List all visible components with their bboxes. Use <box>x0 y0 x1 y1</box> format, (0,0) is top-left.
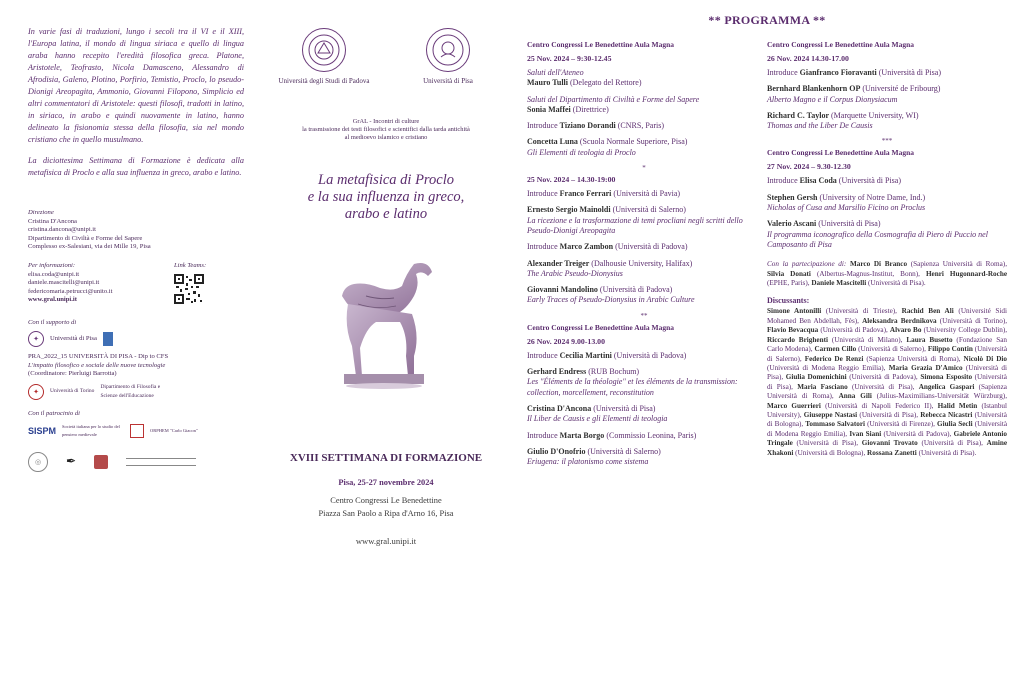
speaker-affiliation: (University of Notre Dame, Ind.) <box>819 192 926 202</box>
speaker-name: Stephen Gersh <box>767 192 818 202</box>
introduce-label: Introduce <box>527 189 558 199</box>
info-email[interactable]: elisa.coda@unipi.it <box>28 270 80 278</box>
info-block <box>28 262 112 309</box>
program-entry <box>527 137 761 158</box>
program-entry <box>527 367 761 398</box>
direzione-line: Dipartimento di Civiltà e Forme del Sapere <box>28 234 143 242</box>
talk-title: Alberto Magno e il Corpus Dionysiacum <box>767 94 898 104</box>
speaker-affiliation: (RUB Bochum) <box>588 367 640 377</box>
program-entry <box>527 447 761 468</box>
speaker-name: Marco Zambon <box>559 242 614 252</box>
person-affiliation: (Università di Salerno), <box>767 345 1008 363</box>
program-entry <box>527 404 761 425</box>
program-entry <box>527 121 761 131</box>
person-affiliation: (Università di Torino), <box>939 316 1008 325</box>
unipi-seal-icon: ✦ <box>28 331 44 347</box>
person-affiliation: (Sapienza Università di Roma), <box>866 354 961 363</box>
person-name: Filippo Contin <box>927 345 973 354</box>
gral-line: al medioevo islamico e cristiano <box>344 134 428 141</box>
person-name: Simona Esposito <box>920 373 973 382</box>
title-line: La metafisica di Proclo <box>318 172 454 188</box>
person-name: Silvia Donati <box>767 269 811 278</box>
person-name: Gabriele Antonio Tringale <box>767 429 1007 448</box>
program-entry <box>527 242 761 252</box>
person-affiliation: (Université Sidi Mohamed Ben Abdellah, Fès), <box>767 307 1008 325</box>
person-affiliation: (Sapienza Università di Roma), <box>767 382 1007 401</box>
logo-dip: Dipartimento di Filosofia e Scienze dell'Educazione <box>100 383 161 399</box>
teams-block <box>174 262 244 309</box>
venue-line: Piazza San Paolo a Ripa d'Arno 16, Pisa <box>318 509 454 518</box>
talk-title: Il programma iconografico della Cosmografia di Piero di Puccio nel Camposanto di Pisa <box>767 229 988 249</box>
speaker-name: Cristina D'Ancona <box>527 403 592 413</box>
person-affiliation: (Università di Salerno), <box>858 345 926 354</box>
person-name: Marco Guerrieri <box>767 401 821 410</box>
person-name: Aleksandra Berdnikova <box>862 316 937 325</box>
prin-title: L'impatto filosofico e sociale delle nuove tecnologie <box>28 361 166 369</box>
person-name: Rachid Ben Ali <box>901 307 954 316</box>
person-affiliation: (Università di Bologna), <box>767 410 1007 429</box>
speaker-affiliation: (Direttrice) <box>572 104 609 114</box>
speaker-affiliation: (Università di Pisa) <box>838 176 901 186</box>
speaker-affiliation: (Università di Padova) <box>613 350 687 360</box>
speaker-name: Ernesto Sergio Mainoldi <box>527 205 611 215</box>
session-date: 26 Nov. 2024 14.30-17.00 <box>767 54 849 63</box>
person-affiliation: (Università di Padova), <box>820 326 888 335</box>
logo-pisa-label: Università di Pisa <box>50 334 97 342</box>
patrocinio-logos <box>28 423 244 440</box>
person-affiliation: (Università di Bologna), <box>795 448 866 457</box>
program-entry <box>527 431 761 441</box>
venue-heading: Centro Congressi Le Benedettine Aula Magna <box>527 322 675 332</box>
speaker-name: Richard C. Taylor <box>767 110 830 120</box>
patrocinio-label: Con il patrocinio di <box>28 410 80 418</box>
speaker-name: Gerhard Endress <box>527 367 587 377</box>
saluti-label: Saluti dell'Ateneo <box>527 68 584 77</box>
talk-title: The Arabic Pseudo-Dionysius <box>527 268 623 278</box>
gral-block <box>262 118 510 142</box>
program-panel <box>510 0 1024 689</box>
orphem-logo-icon <box>130 424 144 438</box>
speaker-name: Tiziano Dorandi <box>559 121 616 131</box>
talk-title: Nicholas of Cusa and Marsilio Ficino on Proclus <box>767 203 926 213</box>
person-name: Daniele Mascitelli <box>811 279 867 288</box>
person-affiliation: (Università di Pisa), <box>767 363 1008 382</box>
talk-title: Thomas and the Liber De Causis <box>767 121 873 131</box>
direzione-label: Direzione <box>28 209 54 216</box>
left-panel <box>0 0 262 689</box>
person-affiliation: (Università di Napoli Federico II), <box>825 401 934 410</box>
speaker-name: Gianfranco Fioravanti <box>799 68 877 77</box>
separator: ** <box>640 311 648 320</box>
program-entry <box>527 351 761 361</box>
speaker-affiliation: (Università di Pisa) <box>593 403 656 413</box>
person-affiliation: (Università di Firenze), <box>867 420 935 429</box>
direzione-email[interactable]: cristina.dancona@unipi.it <box>28 226 96 234</box>
speaker-name: Franco Ferrari <box>559 189 612 199</box>
person-affiliation: (Sapienza Università di Roma), <box>910 260 1007 269</box>
speaker-name: Valerio Ascani <box>767 219 817 229</box>
program-column-b <box>767 40 1007 458</box>
seal-icon: ◎ <box>28 452 48 472</box>
intro-text: In varie fasi di traduzioni, lungo i secoli tra il VI e il XIII, l'Europa latina, il mondo di lingua siriaca e quello di lingua araba hanno recepito l'eredità filosofica greca. Platone, Aristotele, Teofrasto, Nicola Damasceno, Alessandro di Afrodisia, Galeno, Plotino, Porfirio, Temistio, Proclo, lo pseudo-Dionigi Areopagita, Ammonio, Giovanni Filopono, Simplicio ed altri commentatori di Aristotele: questi filosofi, tradotti in latino, in siriaco, in arabo e quindi nuovamente in latino, hanno delineato la fisionomia stessa della filosofia, sia nel mondo cristiano che in quello musulmano. <box>28 27 244 144</box>
speaker-name: Cecilia Martini <box>559 350 612 360</box>
direzione-line: Cristina D'Ancona <box>28 217 77 225</box>
person-affiliation: (Università di Modena Reggio Emilia), <box>767 420 1008 438</box>
person-affiliation: (Università di Trieste), <box>825 307 897 316</box>
speaker-affiliation: (Università di Padova) <box>615 242 688 252</box>
venue-heading: Centro Congressi Le Benedettine Aula Magna <box>527 40 675 49</box>
program-entry <box>767 193 1007 214</box>
person-affiliation: (Università di Milano), <box>831 335 903 344</box>
person-name: Giulia Secli <box>936 420 973 429</box>
speaker-name: Giovanni Mandolino <box>527 285 598 295</box>
torino-logos <box>28 383 244 400</box>
person-name: Alvaro Bo <box>889 326 922 335</box>
talk-title: Gli Elementi di teologia di Proclo <box>527 147 636 157</box>
web-link[interactable]: www.gral.unipi.it <box>355 536 417 546</box>
person-affiliation: (Università di Pisa). <box>868 279 926 288</box>
speaker-name: Concetta Luna <box>527 137 578 147</box>
program-entry <box>527 189 761 199</box>
program-entry <box>527 205 761 236</box>
speaker-affiliation: (Marquette University, WI) <box>831 110 919 120</box>
speaker-name: Alexander Treiger <box>527 258 590 268</box>
person-name: Federico De Renzi <box>804 354 864 363</box>
speaker-affiliation: (Università di Pavia) <box>613 189 681 199</box>
supporto-label: Con il supporto di <box>28 318 77 326</box>
program-entry <box>767 219 1007 250</box>
shield-icon <box>94 455 108 469</box>
person-affiliation: (Istanbul University), <box>767 401 1008 419</box>
griffin-image <box>336 256 440 390</box>
speaker-name: Elisa Coda <box>799 176 837 186</box>
person-name: Nicolò Di Dio <box>963 354 1007 363</box>
person-name: Giuseppe Nastasi <box>803 410 858 419</box>
person-name: Giovanni Trovato <box>861 439 918 448</box>
venue-heading: Centro Congressi Le Benedettine Aula Magna <box>767 40 915 49</box>
padova-logo <box>264 28 384 85</box>
speaker-affiliation: (Università di Pisa) <box>818 219 881 229</box>
speaker-name: Marta Borgo <box>559 430 605 440</box>
arabic-logo-icon <box>126 458 196 466</box>
session-date: 25 Nov. 2024 – 9:30-12.45 <box>527 54 612 63</box>
person-affiliation: (Università di Pisa), <box>859 410 919 419</box>
person-name: Riccardo Brighenti <box>767 335 828 344</box>
program-entry <box>527 285 761 306</box>
pisa-label: Università di Pisa <box>423 77 473 85</box>
info-email[interactable]: daniele.mascitelli@unipi.it <box>28 279 100 287</box>
event-title <box>262 172 510 223</box>
torino-seal-icon: ✦ <box>28 384 44 400</box>
person-name: Henri Hugonnard-Roche <box>925 269 1008 278</box>
person-affiliation: (Albertus-Magnus-Institut, Bonn), <box>816 269 920 278</box>
person-name: Marco Di Branco <box>849 260 908 269</box>
speaker-name: Giulio D'Onofrio <box>527 446 586 456</box>
person-affiliation: (EPHE, Paris), <box>767 279 810 288</box>
qr-code-icon[interactable] <box>174 274 204 304</box>
venue-heading: Centro Congressi Le Benedettine Aula Magna <box>767 148 915 158</box>
introduce-label: Introduce <box>767 176 798 186</box>
speaker-affiliation: (Dalhousie University, Halifax) <box>591 258 693 268</box>
separator: *** <box>881 137 893 146</box>
date-place: Pisa, 25-27 novembre 2024 <box>338 478 434 487</box>
speaker-affiliation: (Università di Salerno) <box>612 205 686 215</box>
pen-icon: ✒ <box>66 454 77 469</box>
person-affiliation: (Università di Modena Reggio Emilia), <box>767 363 886 372</box>
teams-label: Link Teams: <box>174 261 207 269</box>
direzione-line: Complesso ex-Salesiani, via dei Mille 19, Pisa <box>28 243 151 251</box>
person-name: Maria Grazia D'Amico <box>888 363 963 372</box>
person-name: Simone Antonilli <box>767 307 822 316</box>
person-name: Ivan Siani <box>849 429 882 438</box>
gral-line: GrAL - Incontri di culture <box>352 118 420 125</box>
speaker-name: Bernhard Blankenhorn OP <box>767 84 861 94</box>
speaker-affiliation: (Delegato del Rettore) <box>569 78 642 88</box>
person-name: Rossana Zanetti <box>867 448 917 457</box>
discussants-list <box>767 307 1007 458</box>
speaker-name: Mauro Tulli <box>527 78 568 88</box>
introduce-label: Introduce <box>527 350 558 360</box>
saluti-label: Saluti del Dipartimento di Civiltà e Forme del Sapere <box>527 94 700 104</box>
university-logos <box>262 28 510 85</box>
prin-coord: (Coordinatore: Pierluigi Barrotta) <box>28 370 117 378</box>
session-date: 27 Nov. 2024 – 9.30-12.30 <box>767 162 851 172</box>
pisa-logo <box>388 28 508 85</box>
talk-title: Il Liber de Causis e gli Elementi di teologia <box>527 414 668 424</box>
partecipazione-label: Con la partecipazione di: <box>767 260 847 269</box>
info-email[interactable]: federicomaria.petrucci@unito.it <box>28 287 113 295</box>
person-name: Angelica Gaspari <box>918 382 975 391</box>
speaker-affiliation: (Università di Padova) <box>599 285 673 295</box>
padova-label: Università degli Studi di Padova <box>278 77 370 85</box>
title-line: e la sua influenza in greco, <box>307 189 465 205</box>
person-affiliation: (Università di Padova), <box>883 429 952 438</box>
padova-seal-icon <box>302 28 346 72</box>
flag-icon <box>103 332 113 346</box>
person-affiliation: (Fondazione San Carlo Modena), <box>767 335 1007 354</box>
person-name: Laura Busetto <box>906 335 953 344</box>
person-affiliation: (Università di Pisa), <box>851 382 915 391</box>
introduce-label: Introduce <box>527 430 558 440</box>
gral-line: la trasmissione dei testi filosofici e scientifici dalla tarda antichità <box>302 126 470 133</box>
prin-line: PRA_2022_15 UNIVERSITÀ DI PISA - Dip to CFS <box>28 353 169 361</box>
sispm-logo: SISPM <box>28 426 57 437</box>
person-name: Flavio Bevacqua <box>767 326 819 335</box>
speaker-affiliation: (Università di Salerno) <box>587 446 661 456</box>
program-entry <box>767 84 1007 105</box>
info-label: Per informazioni: <box>28 261 76 269</box>
person-name: Maria Fasciano <box>797 382 848 391</box>
session-date: 25 Nov. 2024 – 14.30-19:00 <box>527 175 616 185</box>
person-affiliation: (Julius-Maximilians-Universität Würzburg), <box>876 392 1007 401</box>
settimana-title: XVIII SETTIMANA DI FORMAZIONE <box>289 452 483 464</box>
discussants-heading: Discussants: <box>767 296 810 306</box>
person-name: Carmen Cillo <box>814 345 857 354</box>
introduce-label: Introduce <box>527 121 558 131</box>
program-entry <box>767 176 1007 186</box>
talk-title: La ricezione e la trasformazione di temi procliani negli scritti dello Pseudo-Dionigi Areopagita <box>527 215 743 235</box>
person-affiliation: (Università di Pisa). <box>918 448 977 457</box>
title-line: arabo e latino <box>344 206 428 222</box>
intro-text-2: La diciottesima Settimana di Formazione è dedicata alla metafisica di Proclo e alla sua influenza in greco, arabo e latino. <box>28 156 244 177</box>
talk-title: Eriugena: il platonismo come sistema <box>527 457 649 467</box>
person-name: Halid Metin <box>937 401 978 410</box>
speaker-affiliation: (Université de Fribourg) <box>862 84 941 94</box>
person-affiliation: (Università di Pisa), <box>921 439 983 448</box>
direzione-block <box>28 209 244 252</box>
talk-title: Les "Éléments de la théologie" et les éléments de la transmission: collection, morcellement, reconstitution <box>527 377 738 397</box>
introduce-label: Introduce <box>767 68 798 77</box>
center-panel <box>262 0 510 689</box>
session-date: 26 Nov. 2024 9.00-13.00 <box>527 336 605 346</box>
partecipazione-block <box>767 260 1007 288</box>
program-entry <box>527 95 761 116</box>
person-affiliation: (Università di Pisa), <box>796 439 859 448</box>
person-affiliation: (Università di Padova), <box>849 373 918 382</box>
speaker-name: Sonia Maffei <box>527 104 571 114</box>
person-name: Giulia Domenichini <box>785 373 847 382</box>
person-affiliation: (Università di Pisa), <box>767 373 1007 391</box>
orphem-label: ORPHEM "Carlo Giacon" <box>150 428 198 434</box>
person-name: Tommaso Salvatori <box>805 420 866 429</box>
program-title: ** PROGRAMMA ** <box>708 13 826 27</box>
program-entry <box>767 111 1007 132</box>
logo-torino: Università di Torino <box>50 388 95 395</box>
program-entry <box>767 68 1007 78</box>
venue-line: Centro Congressi Le Benedettine <box>330 496 442 505</box>
speaker-affiliation: (CNRS, Paris) <box>617 121 664 131</box>
person-affiliation: (University College Dublin), <box>923 326 1008 335</box>
separator: * <box>642 164 646 173</box>
support-logos <box>28 331 244 347</box>
person-name: Rebecca Nicastri <box>920 410 973 419</box>
speaker-affiliation: (Commissio Leonina, Paris) <box>606 430 697 440</box>
place-block <box>262 476 510 520</box>
info-web-link[interactable]: www.gral.unipi.it <box>28 296 77 304</box>
pisa-seal-icon <box>426 28 470 72</box>
talk-title: Early Traces of Pseudo-Dionysius in Arabic Culture <box>527 295 695 305</box>
program-entry <box>527 68 761 89</box>
program-column-a <box>527 40 761 473</box>
program-entry <box>527 259 761 280</box>
bottom-logos <box>28 452 244 472</box>
introduce-label: Introduce <box>527 242 558 252</box>
speaker-affiliation: (Scuola Normale Superiore, Pisa) <box>579 137 688 147</box>
person-name: Anna Gili <box>838 392 872 401</box>
sispm-sub: Società italiana per lo studio del pensiero medievale <box>62 423 120 438</box>
person-name: Amine Xhakoni <box>767 439 1008 457</box>
speaker-affiliation: (Università di Pisa) <box>878 68 941 77</box>
